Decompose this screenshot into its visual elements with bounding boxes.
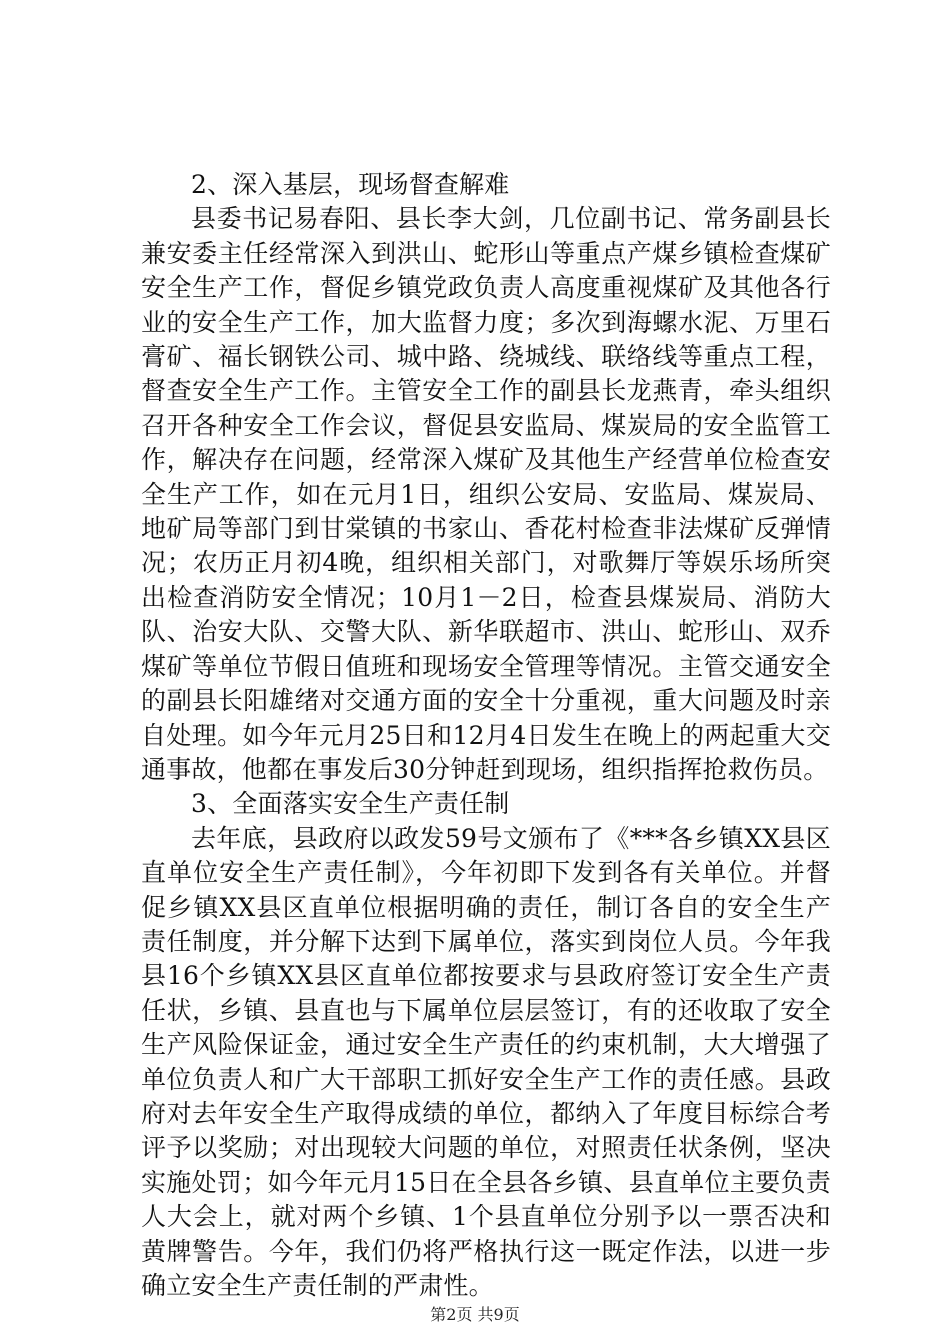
section-2-heading: 2、深入基层，现场督查解难 — [191, 170, 510, 199]
section-3-heading: 3、全面落实安全生产责任制 — [191, 789, 510, 819]
page-number-footer: 第2页 共9页 — [430, 1305, 520, 1324]
section-3-paragraph: 去年底，县政府以政发59号文颁布了《***各乡镇XX县区直单位安全生产责任制》，今年初即下发到各有关单位。并督促乡镇XX县区直单位根据明确的责任，制订各自的安全生产责任制度，并分解下达到下属单位，落实到岗位人员。今年我县16个乡镇XX县区直单位都按要求与县政府签订安全生产责任状，乡镇、县直也与下属单位层层签订，有的还收取了安全生产风险保证金，通过安全生产责任的约束机制，大大增强了单位负责人和广大干部职工抓好安全生产工作的责任感。县政府对去年安全生产取得成绩的单位，都纳入了年度目标综合考评予以奖励；对出现较大问题的单位，对照责任状条例，坚决实施处罚；如今年元月15日在全县各乡镇、县直单位主要负责人大会上，就对两个乡镇、1个县直单位分别予以一票否决和黄牌警告。今年，我们仍将严格执行这一既定作法，以进一步确立安全生产责任制的严肃性。 — [141, 823, 831, 1300]
document-body — [141, 168, 831, 1303]
section-2-paragraph: 县委书记易春阳、县长李大剑，几位副书记、常务副县长兼安委主任经常深入到洪山、蛇形山等重点产煤乡镇检查煤矿安全生产工作，督促乡镇党政负责人高度重视煤矿及其他各行业的安全生产工作，加大监督力度；多次到海螺水泥、万里石膏矿、福长钢铁公司、城中路、绕城线、联络线等重点工程，督查安全生产工作。主管安全工作的副县长龙燕青，牵头组织召开各种安全工作会议，督促县安监局、煤炭局的安全监管工作，解决存在问题，经常深入煤矿及其他生产经营单位检查安全生产工作，如在元月1日，组织公安局、安监局、煤炭局、地矿局等部门到甘棠镇的书家山、香花村检查非法煤矿反弹情况；农历正月初4晚，组织相关部门，对歌舞厅等娱乐场所突出检查消防安全情况；10月1－2日，检查县煤炭局、消防大队、治安大队、交警大队、新华联超市、洪山、蛇形山、双乔煤矿等单位节假日值班和现场安全管理等情况。主管交通安全的副县长阳雄绪对交通方面的安全十分重视，重大问题及时亲自处理。如今年元月25日和12月4日发生在晚上的两起重大交通事故，他都在事发后30分钟赶到现场，组织指挥抢救伤员。 — [141, 204, 831, 784]
